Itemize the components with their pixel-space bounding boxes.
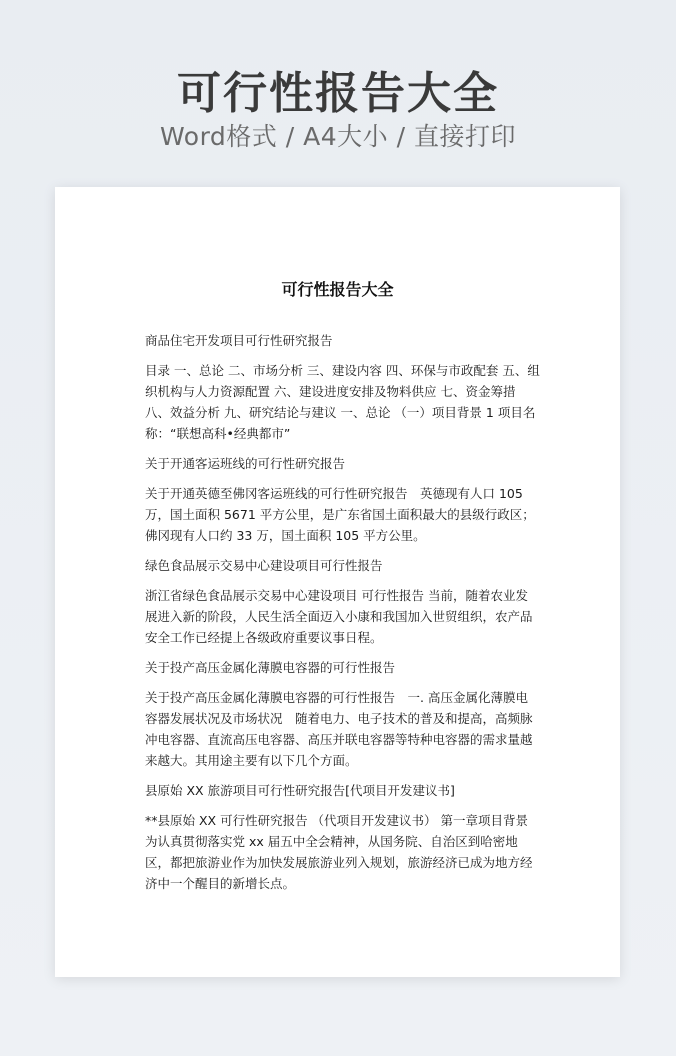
document-title: 可行性报告大全	[281, 280, 394, 299]
section-text: 目录 一、总论 二、市场分析 三、建设内容 四、环保与市政配套 五、组织机构与人力资源配置 六、建设进度安排及物料供应 七、资金筹措 八、效益分析 九、研究结论与建议 一、总论 （一）项目背景 1 项目名称：“联想高科•经典都市”	[145, 363, 540, 441]
section-text: 关于开通英德至佛冈客运班线的可行性研究报告 英德现有人口 105 万，国土面积 5671 平方公里，是广东省国土面积最大的县级行政区；佛冈现有人口约 33 万，国土面积 105 平方公里。	[145, 486, 535, 543]
section-text: 浙江省绿色食品展示交易中心建设项目 可行性报告 当前，随着农业发展进入新的阶段，人民生活全面迈入小康和我国加入世贸组织，农产品安全工作已经提上各级政府重要议事日程。	[145, 588, 533, 645]
section-heading: 绿色食品展示交易中心建设项目可行性报告	[145, 558, 383, 573]
section-heading: 县原始 XX 旅游项目可行性研究报告[代项目开发建议书]	[145, 783, 455, 798]
document-page	[55, 187, 620, 977]
section-text: 关于投产高压金属化薄膜电容器的可行性报告 一. 高压金属化薄膜电容器发展状况及市场状况 随着电力、电子技术的普及和提高，高频脉冲电容器、直流高压电容器、高压并联电容器等特种电容器的需求量越来越大。其用途主要有以下几个方面。	[145, 690, 533, 768]
section-heading: 商品住宅开发项目可行性研究报告	[145, 333, 333, 348]
section-heading: 关于开通客运班线的可行性研究报告	[145, 456, 346, 471]
hero-subtitle: Word格式 / A4大小 / 直接打印	[160, 122, 516, 151]
section-text: **县原始 XX 可行性研究报告 （代项目开发建议书） 第一章项目背景 为认真贯彻落实党 xx 届五中全会精神，从国务院、自治区到哈密地区，都把旅游业作为加快发展旅游业列入规划，旅游经济已成为地方经济中一个醒目的新增长点。	[145, 813, 533, 891]
document-body	[145, 330, 540, 903]
hero-title: 可行性报告大全	[177, 68, 499, 119]
section-heading: 关于投产高压金属化薄膜电容器的可行性报告	[145, 660, 396, 675]
